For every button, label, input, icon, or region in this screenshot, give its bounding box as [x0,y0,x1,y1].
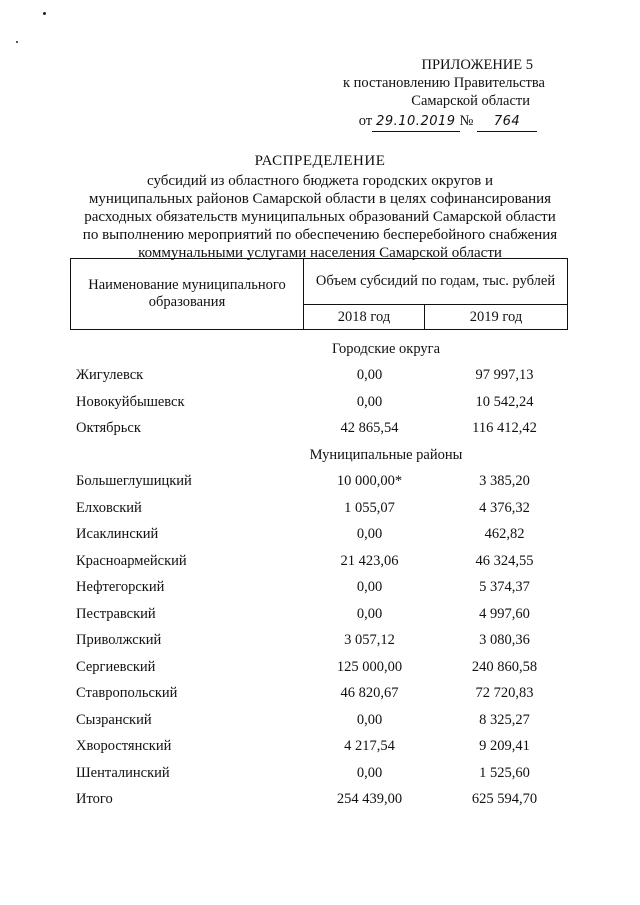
row-name: Приволжский [76,632,162,649]
total-label: Итого [76,791,113,808]
row-value-2019: 9 209,41 [479,738,530,755]
row-value-2018: 1 055,07 [344,499,395,516]
table-row [76,707,576,734]
table-row [76,601,576,628]
date-prefix: от [358,113,373,129]
row-value-2018: 125 000,00 [336,658,403,675]
column-header-volume: Объем субсидий по годам, тыс. рублей [304,259,567,305]
document-heading: РАСПРЕДЕЛЕНИЕ [254,153,386,169]
row-value-2019: 3 080,36 [479,632,530,649]
table-row [76,681,576,708]
row-value-2019: 4 997,60 [479,605,530,622]
row-name: Пестравский [76,605,156,622]
table-row [76,628,576,655]
table-row [76,548,576,575]
column-header-2019: 2019 год [469,308,523,325]
row-value-2018: 46 820,67 [340,685,399,702]
subtitle-line: по выполнению мероприятий по обеспечению бесперебойного снабжения [82,227,558,243]
row-name: Сергиевский [76,658,156,675]
row-value-2018: 0,00 [356,764,383,781]
row-value-2018: 10 000,00* [336,473,403,490]
table-row [76,469,576,496]
column-header-2018: 2018 год [304,305,425,329]
table-row [76,363,576,390]
row-name: Хворостянский [76,738,172,755]
section-header-districts: Муниципальные районы [309,446,463,463]
table-row [76,760,576,787]
row-value-2019: 3 385,20 [479,473,530,490]
row-value-2019: 10 542,24 [475,393,534,410]
annex-resolution: к постановлению Правительства [343,75,545,91]
row-name: Сызранский [76,711,152,728]
table-header [70,258,568,330]
scan-speck [43,12,46,15]
row-value-2019: 116 412,42 [472,420,537,437]
subtitle-line: муниципальных районов Самарской области в целях софинансирования [88,191,552,207]
row-name: Шенталинский [76,764,170,781]
number-prefix: № [459,113,474,129]
row-value-2018: 0,00 [356,367,383,384]
row-name: Ставропольский [76,685,178,702]
row-value-2019: 72 720,83 [475,685,534,702]
annex-block [325,56,545,132]
document-title [60,152,580,262]
row-name: Елховский [76,499,142,516]
date-value: 29.10.2019 [372,113,459,132]
row-value-2019: 1 525,60 [479,764,530,781]
subtitle-line: субсидий из областного бюджета городских округов и [147,173,493,189]
section-header-urban: Городские округа [331,340,441,357]
row-value-2018: 42 865,54 [340,420,399,437]
table-row-total [76,787,576,814]
table-row [76,389,576,416]
row-value-2019: 240 860,58 [471,658,538,675]
row-value-2019: 46 324,55 [475,552,534,569]
row-value-2018: 0,00 [356,526,383,543]
row-name: Нефтегорский [76,579,165,596]
row-name: Большеглушицкий [76,473,192,490]
subtitle-line: расходных обязательств муниципальных образований Самарской области [84,209,556,225]
table-row [76,654,576,681]
row-value-2019: 8 325,27 [479,711,530,728]
row-name: Жигулевск [76,367,144,384]
annex-title: ПРИЛОЖЕНИЕ 5 [421,57,533,73]
row-name: Красноармейский [76,552,187,569]
row-value-2019: 4 376,32 [479,499,530,516]
row-name: Новокуйбышевск [76,393,185,410]
row-value-2018: 4 217,54 [344,738,395,755]
total-value-2018: 254 439,00 [336,791,403,808]
row-value-2019: 97 997,13 [475,367,534,384]
table-row [76,416,576,443]
column-header-name: Наименование муниципального образования [71,259,304,329]
number-value: 764 [477,113,537,132]
table-row [76,522,576,549]
annex-date-number [325,112,545,132]
table-row [76,495,576,522]
row-name: Октябрьск [76,420,141,437]
table-row [76,734,576,761]
table-row [76,575,576,602]
total-value-2019: 625 594,70 [471,791,538,808]
row-value-2018: 0,00 [356,605,383,622]
row-value-2018: 3 057,12 [344,632,395,649]
row-value-2018: 21 423,06 [340,552,399,569]
row-value-2019: 462,82 [484,526,525,543]
annex-region: Самарской области [411,93,530,109]
row-value-2018: 0,00 [356,393,383,410]
row-value-2018: 0,00 [356,579,383,596]
subtitle-line: коммунальными услугами населения Самарской области [138,245,502,261]
row-value-2018: 0,00 [356,711,383,728]
row-value-2019: 5 374,37 [479,579,530,596]
row-name: Исаклинский [76,526,159,543]
table-body [76,336,576,813]
scan-speck [16,41,18,43]
